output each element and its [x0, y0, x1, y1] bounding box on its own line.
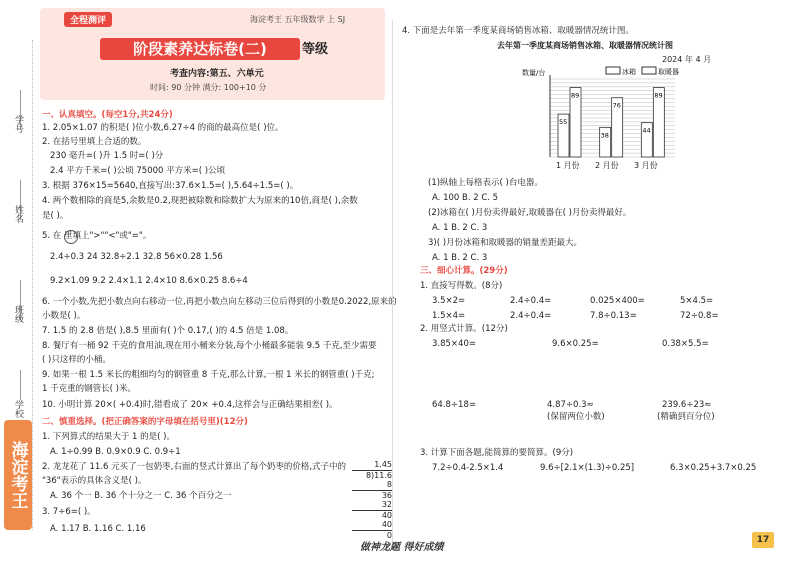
school-label: 学校: [13, 400, 23, 418]
question-line: 2.4 平方千米=( )公顷 75000 平方米=( )公顷: [50, 166, 226, 176]
direct-calc: 0.025×400=: [590, 296, 645, 306]
chart-title: 去年第一季度某商场销售冰箱、取暖器情况统计图: [497, 41, 673, 50]
question-line: 5. 在 里填上">""<"或"="。: [42, 231, 152, 241]
question-line: ( )只这样的小桶。: [42, 355, 111, 365]
bar-value-label: 89: [571, 91, 580, 100]
question-line: (1)纵轴上每格表示( )台电器。: [428, 178, 543, 188]
y-axis-label: 数量/台: [522, 69, 546, 77]
option-line: A. 1 B. 2 C. 3: [432, 253, 488, 263]
vertical-calc: 4.87÷0.3≈: [547, 400, 594, 410]
question-line: 6. 一个小数,先把小数点向右移动一位,再把小数点向左移动三位后得到的小数是0.2022,原来的: [42, 297, 397, 307]
bar-value-label: 76: [612, 101, 621, 110]
long-division: [352, 460, 392, 540]
section-calc-title: 三、细心计算。(29分): [420, 266, 508, 276]
direct-calc: 1.5×4=: [432, 311, 466, 321]
legend-fridge-label: 冰箱: [622, 68, 636, 76]
question-line: 3. 7÷6=( )。: [42, 507, 96, 517]
question-line: 小数是( )。: [42, 311, 86, 321]
bar-value-label: 55: [559, 118, 568, 127]
x-tick-label: 1 月份: [556, 161, 580, 170]
division-step: 32: [381, 500, 392, 509]
vertical-calc: 9.6×0.25=: [552, 339, 599, 349]
name-label: 姓名: [13, 205, 23, 223]
question-line: 7. 1.5 的 2.8 倍是( ),8.5 里面有( )个 0.17,( )的 4.5 倍是 1.08。: [42, 326, 294, 336]
option-line: A. 36 个一 B. 36 个十分之一 C. 36 个百分之一: [50, 491, 232, 501]
simplify-calc: 9.6÷[2.1×(1.3)÷0.25]: [540, 463, 635, 473]
vertical-calc: 3.85×40=: [432, 339, 476, 349]
question-line: 是( )。: [42, 211, 69, 221]
question-line: 8. 餐厅有一桶 92 千克的食用油,现在用小桶来分装,每个小桶最多能装 9.5 千克,至少需要: [42, 341, 377, 351]
question-line: 10. 小明计算 20×( +0.4)时,错看成了 20× +0.4,这样会与正确结果相差( )。: [42, 400, 338, 410]
dividend: 8)11.6: [352, 470, 392, 481]
simplify-calc: 6.3×0.25+3.7×0.25: [670, 463, 757, 473]
compare-circle: [64, 230, 78, 244]
question-line: 9.2×1.09 9.2 2.4×1.1 2.4×10 8.6×0.25 8.6÷4: [50, 276, 248, 286]
vertical-calc: 239.6÷23≈: [662, 400, 712, 410]
direct-calc: 2.4÷0.4=: [510, 311, 552, 321]
question-line: "36"表示的具体含义是( )。: [42, 476, 147, 486]
bar-value-label: 38: [600, 131, 609, 140]
question-line: 4. 两个数相除的商是5,余数是0.2,现把被除数和除数扩大为原来的10倍,商是( ),余数: [42, 196, 358, 206]
direct-calc: 7.8÷0.13=: [590, 311, 637, 321]
division-step: 36: [352, 490, 392, 501]
question-line: 3. 根据 376×15=5640,直接写出:37.6×1.5=( ),5.64÷1.5=( )。: [42, 181, 299, 191]
question-line: (2)冰箱在( )月份卖得最好,取暖器在( )月份卖得最好。: [428, 208, 632, 218]
class-label: 班级: [13, 305, 23, 323]
page-divider: [392, 20, 393, 550]
question-4: 4. 下面是去年第一季度某商场销售冰箱、取暖器情况统计图。: [402, 26, 634, 36]
vertical-calc: 64.8÷18=: [432, 400, 476, 410]
direct-calc: 2.4÷0.4=: [510, 296, 552, 306]
question-line: 3. 计算下面各题,能简算的要简算。(9分): [420, 448, 574, 458]
quotient: 1.45: [374, 460, 392, 469]
legend-heater-label: 取暖器: [658, 68, 679, 76]
student-id-label: 学号: [13, 115, 23, 133]
vertical-calc: 0.38×5.5=: [662, 339, 709, 349]
section-choice-title: 二、慎重选择。(把正确答案的字母填在括号里)(12分): [42, 417, 248, 427]
question-line: 3)( )月份冰箱和取暖器的销量差距最大。: [428, 238, 583, 248]
x-tick-label: 2 月份: [595, 161, 619, 170]
bar-value-label: 89: [654, 91, 663, 100]
footer-slogan: 做神龙题 得好成绩: [360, 542, 444, 553]
page-title: 阶段素养达标卷(二): [100, 38, 300, 60]
question-line: 1. 2.05×1.07 的积是( )位小数,6.27÷4 的商的最高位是( )位。: [42, 123, 284, 133]
section-fill-blank-title: 一、认真填空。(每空1分,共24分): [42, 110, 173, 120]
exam-header: [40, 8, 385, 100]
question-line: 2.4÷0.3 24 32.8÷2.1 32.8 56×0.28 1.56: [50, 252, 223, 262]
simplify-calc: 7.2÷0.4-2.5×1.4: [432, 463, 504, 473]
question-line: 2. 龙龙花了 11.6 元买了一包奶枣,右面的竖式计算出了每个奶枣的价格,式子中的: [42, 462, 347, 472]
question-line: 230 毫升=( )升 1.5 时=( )分: [50, 151, 164, 161]
option-line: A. 100 B. 2 C. 5: [432, 193, 499, 203]
bar-chart: [520, 62, 680, 160]
series-info: 海淀考王 五年级数学 上 SJ: [250, 15, 346, 24]
grade-label: 等级: [302, 42, 329, 57]
direct-calc: 72÷0.8=: [680, 311, 719, 321]
legend-heater-swatch: [642, 67, 656, 74]
division-step: 40: [352, 510, 392, 521]
chart-x-labels: [520, 160, 680, 172]
brand-logo: 海淀考王: [4, 420, 32, 530]
page-number: 17: [752, 532, 774, 548]
option-line: A. 1÷0.99 B. 0.9×0.9 C. 0.9÷1: [50, 447, 181, 457]
question-line: 1. 直接写得数。(8分): [420, 281, 503, 291]
assessment-tag: 全程测评: [64, 12, 112, 27]
x-tick-label: 3 月份: [634, 161, 658, 170]
calc-note: (精确到百分位): [657, 412, 715, 422]
question-line: 9. 如果一根 1.5 米长的粗细均匀的钢管重 8 千克,那么计算,一根 1 米长的钢管重( )千克;: [42, 370, 375, 380]
question-line: 2. 用竖式计算。(12分): [420, 324, 508, 334]
bar-value-label: 44: [642, 126, 651, 135]
question-line: 1 千克重的钢管长( )米。: [42, 384, 136, 394]
calc-note: (保留两位小数): [547, 412, 605, 422]
division-step: 8: [386, 480, 392, 489]
option-line: A. 1 B. 2 C. 3: [432, 223, 488, 233]
legend-fridge-swatch: [606, 67, 620, 74]
time-score-info: 时间: 90 分钟 满分: 100+10 分: [150, 83, 267, 92]
division-step: 0: [352, 530, 392, 541]
exam-scope: 考查内容:第五、六单元: [170, 69, 264, 79]
binding-sidebar: [0, 0, 36, 570]
direct-calc: 5×4.5=: [680, 296, 714, 306]
direct-calc: 3.5×2=: [432, 296, 466, 306]
question-line: 2. 在括号里填上合适的数。: [42, 137, 147, 147]
question-line: 1. 下列算式的结果大于 1 的是( )。: [42, 432, 175, 442]
chart-date: 2024 年 4 月: [662, 55, 712, 64]
division-step: 40: [381, 520, 392, 529]
option-line: A. 1.17 B. 1.16 C. 1.16: [50, 524, 146, 534]
